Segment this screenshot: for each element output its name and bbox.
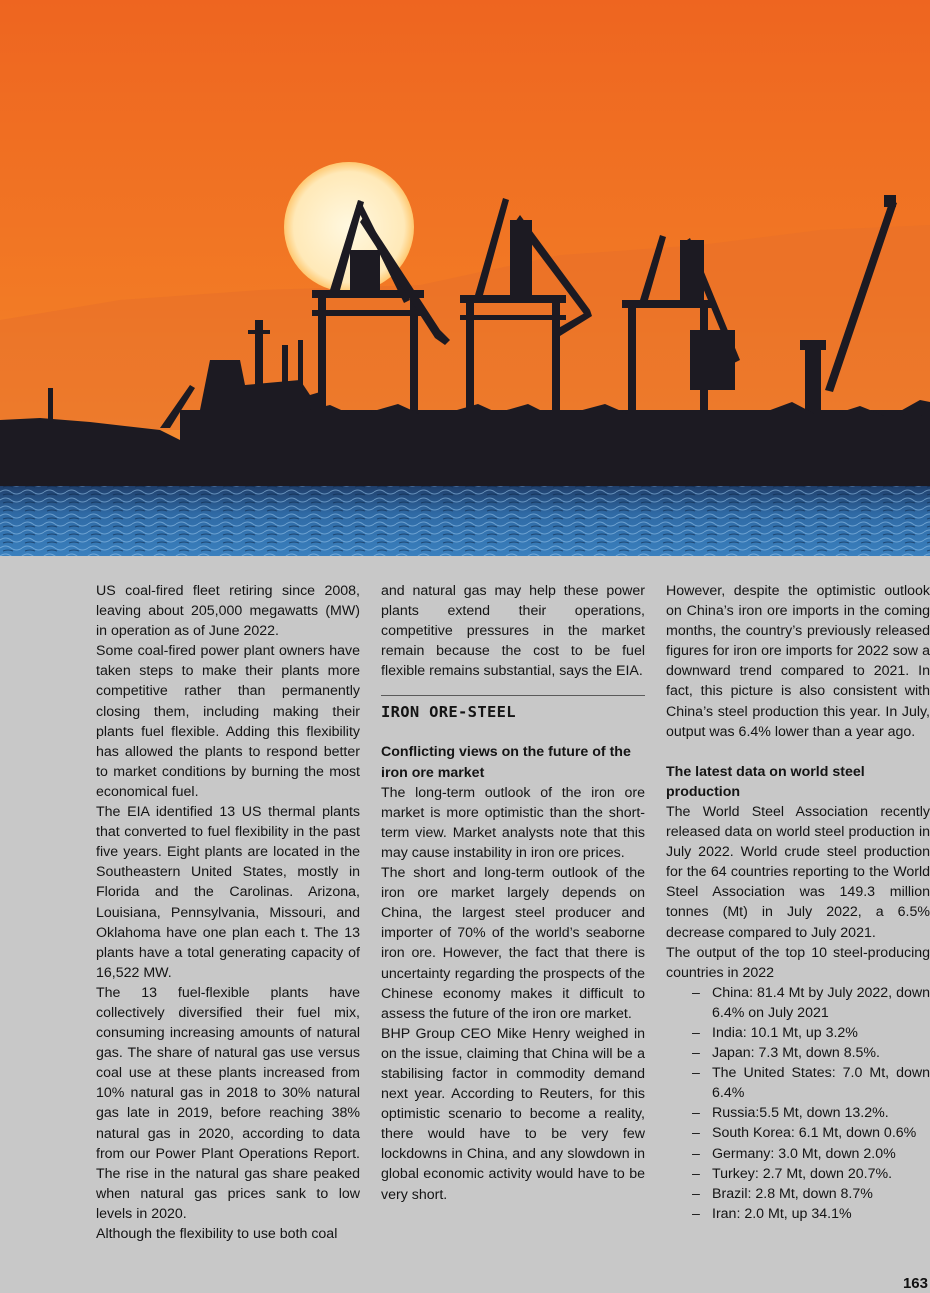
paragraph: The long-term outlook of the iron ore market is more optimistic than the short-term view. Market analysts note that this may cause instability in iron ore prices. — [381, 784, 645, 861]
paragraph: The 13 fuel-flexible plants have collectively diversified their fuel mix, consuming increasing amounts of natural gas. The share of natural gas use versus coal use at these plants increased from 10% natural gas in 2018 to 30% natural gas late in 2019, before reaching 38% natural gas in 2020, according to data from our Power Plant Operations Report. The rise in the natural gas share peaked when natural gas prices sank to low levels in 2020. — [96, 984, 360, 1222]
paragraph: US coal-fired fleet retiring since 2008, leaving about 205,000 megawatts (MW) in operation as of June 2022. — [96, 583, 360, 640]
steel-output-list — [666, 983, 930, 1224]
paragraph: BHP Group CEO Mike Henry weighed in on the issue, claiming that China will be a stabilising factor in commodity demand next year. According to Reuters, for this optimistic scenario to become a reality, there would have to be very few lockdowns in China, and any slowdown in global economic activity would have to be very short. — [381, 1025, 645, 1203]
list-item: – South Korea: 6.1 Mt, down 0.6% — [692, 1125, 917, 1142]
column-3 — [666, 581, 930, 1224]
paragraph: The short and long-term outlook of the iron ore market largely depends on China, the largest steel producer and importer of 70% of the world’s seaborne iron ore. However, the fact that there is uncertainty regarding the prospects of the Chinese economy makes it difficult to assess the future of the iron ore market. — [381, 865, 645, 1022]
list-item: – Turkey: 2.7 Mt, down 20.7%. — [692, 1165, 893, 1182]
list-item: – The United States: 7.0 Mt, down 6.4% — [692, 1065, 930, 1102]
paragraph: and natural gas may help these power plants extend their operations, competitive pressures in the market remain because the cost to be fuel flexible remains substantial, says the EIA. — [381, 583, 645, 680]
list-item: – Japan: 7.3 Mt, down 8.5%. — [692, 1045, 880, 1062]
page-number: 163 — [902, 1275, 928, 1292]
section-label: IRON ORE-STEEL — [381, 703, 516, 722]
list-item: – Russia:5.5 Mt, down 13.2%. — [692, 1105, 889, 1122]
column-1 — [96, 581, 360, 1244]
list-item: – China: 81.4 Mt by July 2022, down 6.4% on July 2021 — [692, 984, 930, 1021]
article-heading: Conflicting views on the future of the iron ore market — [381, 744, 631, 781]
paragraph: However, despite the optimistic outlook on China’s iron ore imports in the coming months, the country’s previously released figures for iron ore imports for 2022 sow a downward trend compared to 2021. In fact, this picture is also consistent with China’s steel production this year. In July, output was 6.4% lower than a year ago. — [666, 583, 930, 740]
list-item: – Germany: 3.0 Mt, down 2.0% — [692, 1145, 896, 1162]
paragraph: The EIA identified 13 US thermal plants that converted to fuel flexibility in the past five years. Eight plants are located in the Southeastern United States, mostly in Florida and the Carolinas. Arizona, Louisiana, Pennsylvania, Missouri, and Oklahoma have one plan each t. The 13 plants have a total generating capacity of 16,522 MW. — [96, 804, 360, 981]
paragraph: The output of the top 10 steel-producing countries in 2022 — [666, 944, 930, 981]
paragraph: The World Steel Association recently released data on world steel production in July 2022. World crude steel production for the 64 countries reporting to the World Steel Association was 149.3 million tonnes (Mt) in July 2022, a 6.5% decrease compared to July 2021. — [666, 803, 930, 941]
article-heading: The latest data on world steel production — [666, 763, 865, 800]
list-item: – Brazil: 2.8 Mt, down 8.7% — [692, 1185, 873, 1202]
section-divider — [381, 695, 645, 696]
column-2 — [381, 581, 645, 1205]
harbour-sunset-photo — [0, 0, 930, 556]
list-item: – India: 10.1 Mt, up 3.2% — [692, 1024, 858, 1041]
paragraph: Some coal-fired power plant owners have taken steps to make their plants more competitive rather than permanently closing them, including making their plants fuel flexible. Adding this flexibility has allowed the plants to respond better to market conditions by burning the most economical fuel. — [96, 643, 360, 800]
list-item: – Iran: 2.0 Mt, up 34.1% — [692, 1205, 852, 1222]
paragraph: Although the flexibility to use both coal — [96, 1226, 338, 1242]
